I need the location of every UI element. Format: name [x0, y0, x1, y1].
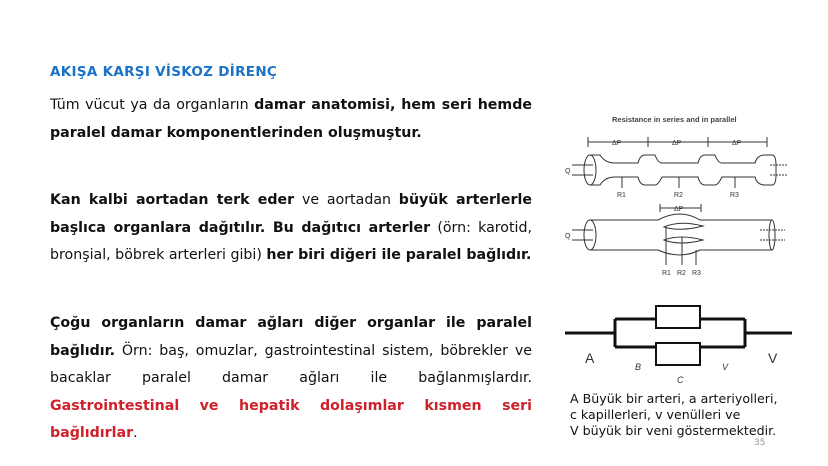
r3-label: R3 [730, 192, 739, 199]
page-number: 35 [754, 438, 766, 448]
series-vessel [565, 137, 788, 199]
parallel-vessel [565, 204, 785, 277]
text: . [133, 425, 138, 441]
label-a: A [585, 350, 595, 366]
label-v: V [768, 350, 778, 366]
bold-text: Kan kalbi aortadan terk eder [50, 192, 295, 208]
delta-p-label: ΔP [672, 140, 682, 147]
text: ve aortadan [294, 192, 399, 208]
text: (örn: karotid, bronşial, böbrek arterleri gibi) [50, 219, 532, 263]
text: Tüm vücut ya da organların [50, 97, 255, 113]
text: Örn: baş, omuzlar, gastrointestinal sistem, böbrekler ve bacaklar paralel damar ağları ile bağlanmışlardır. [50, 342, 532, 386]
bold-text: damar anatomisi, hem seri hemde paralel damar komponentlerinden oluşmuştur. [50, 97, 532, 141]
highlight-text: Gastrointestinal ve hepatik dolaşımlar kısmen seri bağlıdırlar [50, 397, 532, 441]
caption-line: V büyük bir veni göstermektedir. [570, 423, 777, 438]
parallel-circuit-diagram [560, 295, 828, 390]
r1-label: R1 [617, 192, 626, 199]
figure-caption [570, 391, 777, 439]
caption-line: A Büyük bir arteri, a arteriyolleri, [570, 391, 778, 406]
flow-label: Q [565, 168, 571, 175]
figure-title: Resistance in series and in parallel [612, 115, 737, 124]
bold-text: her biri diğeri ile paralel bağlıdır. [266, 247, 532, 263]
bold-text: büyük arterlerle başlıca organlara dağıtılır. Bu dağıtıcı arterler [50, 192, 532, 236]
resistance-series-parallel-figure [560, 100, 820, 290]
bold-text: Çoğu organların damar ağları diğer organlar ile paralel bağlıdır. [50, 315, 532, 359]
r2-label: R2 [677, 270, 686, 277]
label-v-small: V [722, 362, 729, 372]
slide-title: AKIŞA KARŞI VİSKOZ DİRENÇ [50, 64, 278, 80]
delta-p-label: ΔP [732, 140, 742, 147]
paragraph-aorta [50, 187, 532, 270]
label-b: B [635, 362, 642, 372]
r3-label: R3 [692, 270, 701, 277]
caption-line: c kapillerleri, v venülleri ve [570, 407, 741, 422]
r2-label: R2 [674, 192, 683, 199]
paragraph-anatomy [50, 92, 532, 147]
paragraph-organs [50, 310, 532, 448]
label-c: C [677, 375, 684, 385]
delta-p-label: ΔP [612, 140, 622, 147]
r1-label: R1 [662, 270, 671, 277]
flow-label: Q [565, 233, 571, 240]
delta-p-label: ΔP [674, 206, 684, 213]
